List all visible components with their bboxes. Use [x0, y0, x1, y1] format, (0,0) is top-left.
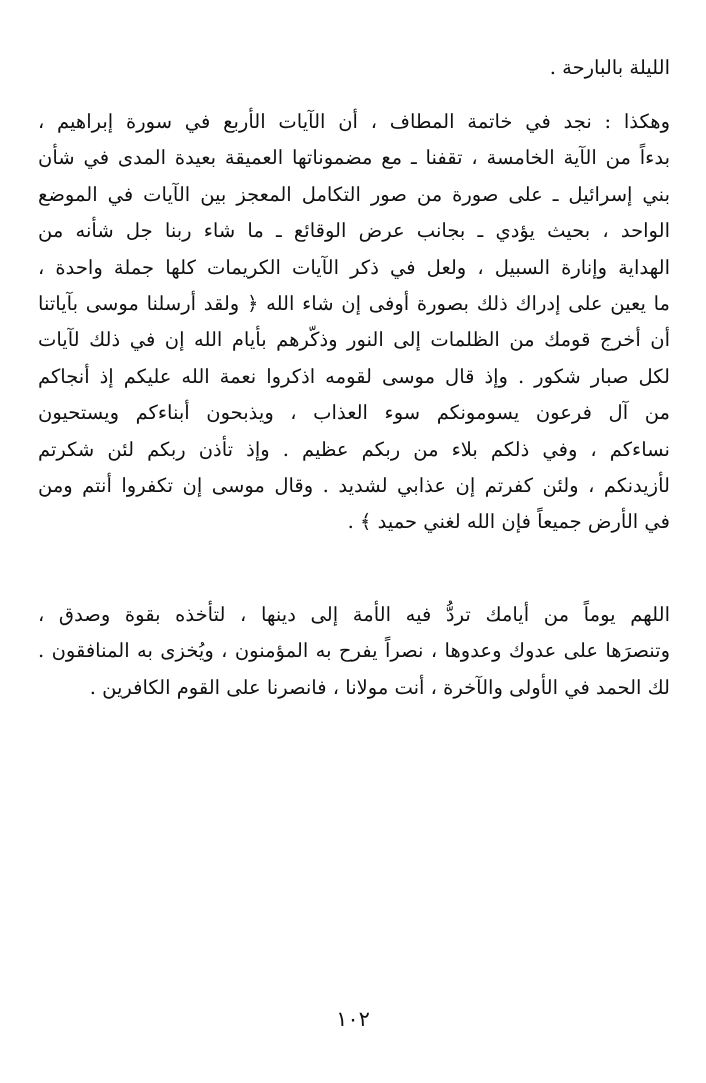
paragraph-quran-verses: [38, 104, 670, 541]
text-line: ما يعين على إدراك ذلك بصورة أوفى إن شاء الله ﴿ ولقد أرسلنا موسى بآياتنا: [38, 291, 670, 315]
text-line: من آل فرعون يسومونكم سوء العذاب ، ويذبحون أبناءكم ويستحيون: [38, 401, 670, 425]
text-line: أن أخرج قومك من الظلمات إلى النور وذكّرهم بأيام الله إن في ذلك لآيات: [38, 328, 670, 352]
text-line: لك الحمد في الأولى والآخرة ، أنت مولانا ، فانصرنا على القوم الكافرين .: [89, 675, 670, 699]
text-line: الواحد ، بحيث يؤدي ـ بجانب عرض الوقائع ـ ما شاء ربنا جل شأنه من: [38, 219, 670, 243]
text-line: وهكذا : نجد في خاتمة المطاف ، أن الآيات الأربع في سورة إبراهيم ،: [38, 110, 670, 133]
paragraph-continuation: [38, 50, 670, 86]
text-line: بني إسرائيل ـ على صورة من صور التكامل المعجز بين الآيات في الموضع: [38, 182, 670, 206]
text-line: لكل صبار شكور . وإذ قال موسى لقومه اذكروا نعمة الله عليكم إذ أنجاكم: [38, 364, 670, 388]
text-line: لأزيدنكم ، ولئن كفرتم إن عذابي لشديد . وقال موسى إن تكفروا أنتم ومن: [38, 473, 670, 497]
text-line: في الأرض جميعاً فإن الله لغني حميد ﴾ .: [347, 510, 670, 534]
text-line: الهداية وإنارة السبيل ، ولعل في ذكر الآيات الكريمات كلها جملة واحدة ،: [38, 255, 670, 279]
text-line: الليلة بالبارحة .: [549, 56, 670, 79]
page-number: ١٠٢: [336, 1007, 370, 1031]
text-line: نساءكم ، وفي ذلكم بلاء من ربكم عظيم . وإذ تأذن ربكم لئن شكرتم: [38, 437, 670, 461]
text-line: بدءاً من الآية الخامسة ، تقفنا ـ مع مضموناتها العميقة بعيدة المدى في شأن: [38, 146, 670, 170]
text-line: اللهم يوماً من أيامك تردُّ فيه الأمة إلى دينها ، لتأخذه بقوة وصدق ،: [38, 603, 670, 626]
paragraph-supplication: [38, 597, 670, 706]
text-line: وتنصرَها على عدوك وعدوها ، نصراً يفرح به المؤمنون ، ويُخزى به المنافقون .: [38, 639, 670, 663]
